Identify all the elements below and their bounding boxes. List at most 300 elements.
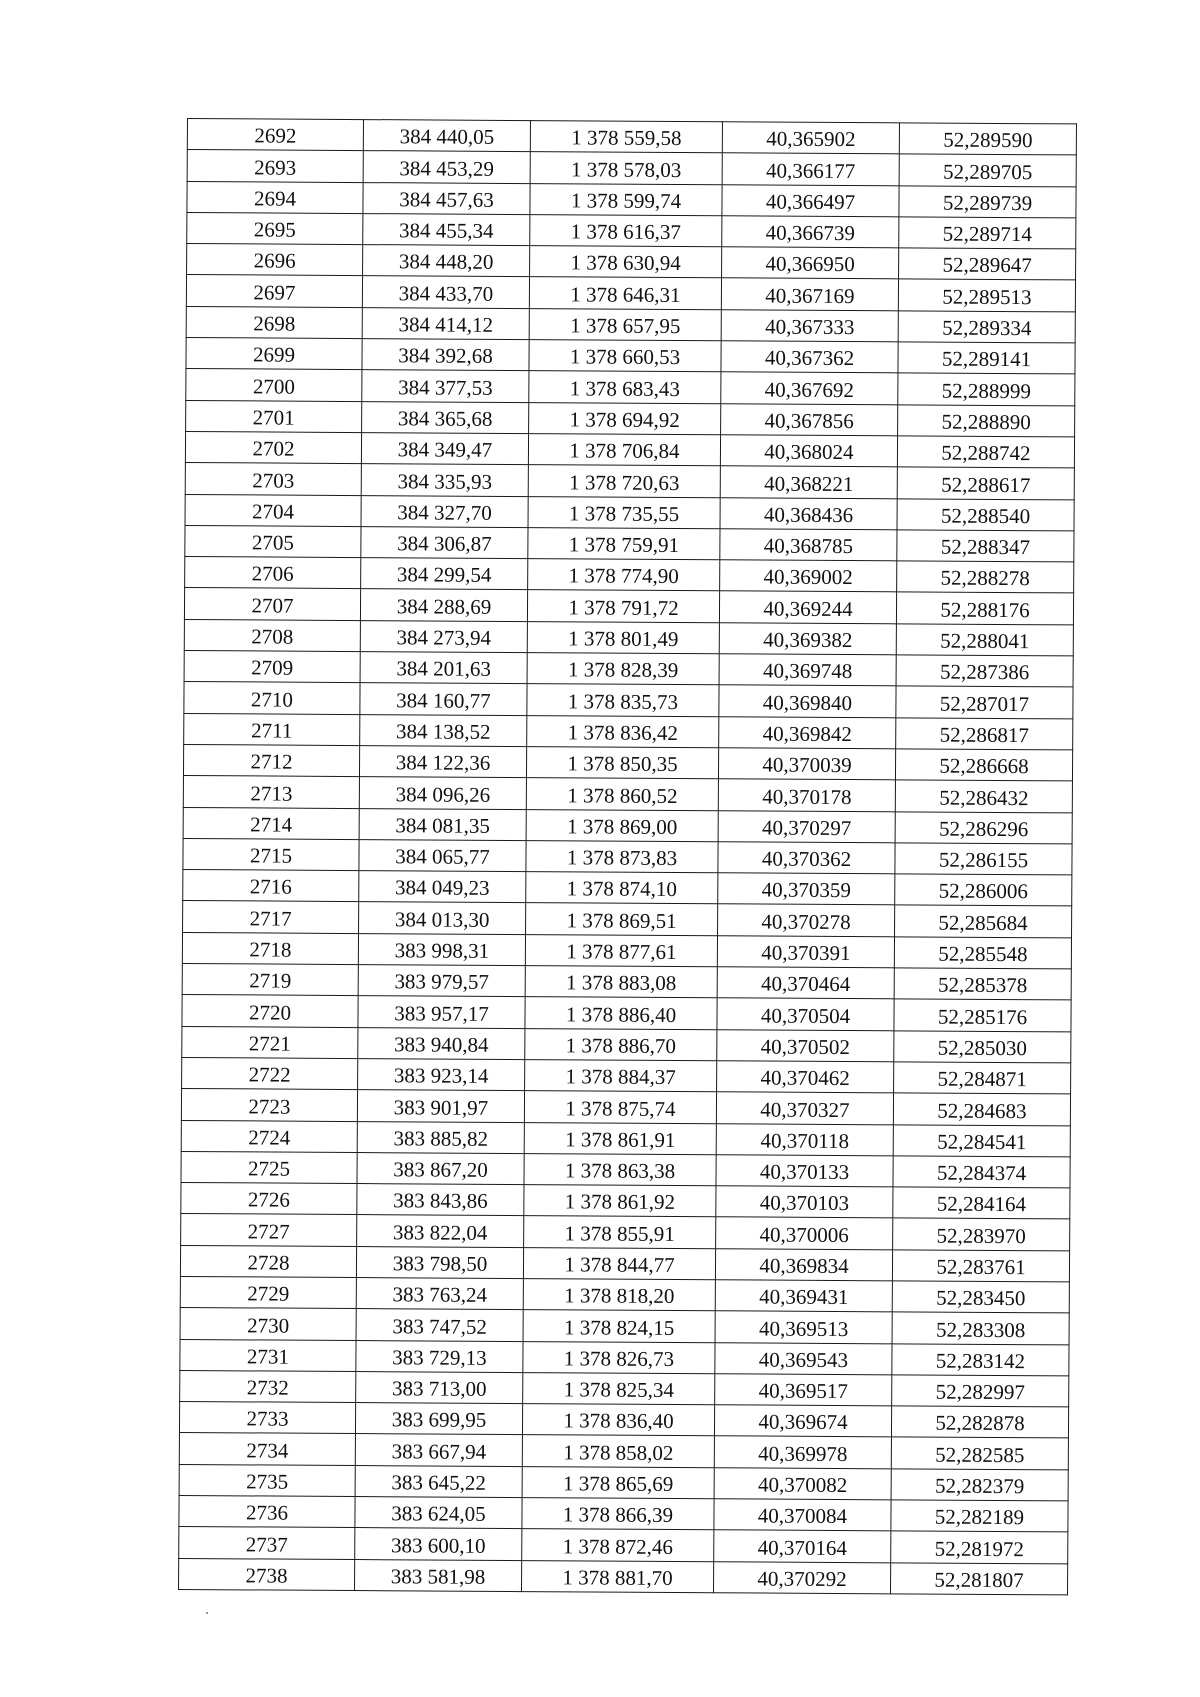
x-coordinate-cell [363,245,530,277]
cell-value: 1 378 863,38 [564,1158,676,1184]
cell-value: 1 378 866,39 [562,1502,674,1528]
x-coordinate-cell [359,746,526,778]
longitude-cell [895,874,1072,906]
point-number-cell [187,181,363,213]
cell-value: 40,370391 [761,940,851,966]
latitude-cell [719,716,896,748]
table-row [179,1558,1068,1595]
cell-value: 1 378 578,03 [570,156,682,182]
longitude-cell [894,1030,1071,1062]
latitude-cell [720,466,897,498]
cell-value: 52,282585 [935,1442,1025,1467]
x-coordinate-cell [360,683,527,715]
x-coordinate-cell [362,307,529,339]
cell-value: 40,369842 [762,721,852,747]
y-coordinate-cell [529,340,721,372]
cell-value: 1 378 861,91 [565,1127,676,1152]
cell-value: 2735 [246,1469,289,1494]
longitude-cell [891,1437,1068,1469]
longitude-cell [890,1562,1067,1594]
cell-value: 2719 [249,968,292,993]
y-coordinate-cell [525,966,717,998]
y-coordinate-cell [523,1310,715,1342]
cell-value: 52,289513 [942,284,1032,309]
y-coordinate-cell [529,371,721,403]
cell-value: 52,284541 [937,1129,1027,1154]
longitude-cell [895,780,1072,812]
latitude-cell [721,341,898,373]
cell-value: 40,369431 [759,1284,849,1310]
x-coordinate-cell [363,120,530,152]
point-number-cell [180,1339,356,1371]
cell-value: 384 414,12 [398,312,494,337]
longitude-cell [898,279,1075,311]
cell-value: 52,282379 [934,1473,1025,1499]
longitude-cell [891,1531,1068,1563]
cell-value: 52,285548 [938,941,1028,967]
cell-value: 40,368436 [763,502,854,527]
y-coordinate-cell [530,246,722,278]
point-number-cell [181,1089,357,1121]
point-number-cell [185,431,361,463]
cell-value: 52,283450 [936,1285,1026,1311]
cell-value: 1 378 865,69 [562,1471,674,1497]
point-number-cell [183,744,359,776]
latitude-cell [718,748,895,780]
cell-value: 40,370502 [760,1034,851,1059]
y-coordinate-cell [523,1372,715,1404]
cell-value: 40,370133 [759,1159,850,1185]
x-coordinate-cell [355,1559,522,1591]
cell-value: 2696 [253,248,296,274]
cell-value: 384 201,63 [396,656,491,682]
cell-value: 52,286155 [938,847,1029,873]
point-number-cell [182,964,358,996]
cell-value: 2714 [250,812,293,837]
latitude-cell [715,1311,892,1343]
point-number-cell [184,619,360,651]
cell-value: 52,289714 [942,221,1033,247]
longitude-cell [892,1375,1069,1407]
cell-value: 40,370103 [759,1190,850,1216]
cell-value: 1 378 825,34 [563,1377,674,1403]
y-coordinate-cell [525,1059,717,1091]
point-number-cell [181,1120,357,1152]
latitude-cell [721,310,898,342]
cell-value: 1 378 694,92 [569,407,680,432]
cell-value: 52,285030 [937,1035,1028,1061]
x-coordinate-cell [361,558,528,590]
y-coordinate-cell [525,934,717,966]
x-coordinate-cell [359,777,526,809]
x-coordinate-cell [359,808,526,840]
latitude-cell [717,1029,894,1061]
y-coordinate-cell [526,809,718,841]
latitude-cell [722,153,899,185]
cell-value: 52,287017 [939,691,1030,716]
cell-value: 52,288742 [941,440,1031,466]
cell-value: 40,369978 [758,1441,848,1466]
cell-value: 2725 [248,1156,291,1181]
y-coordinate-cell [527,653,719,685]
y-coordinate-cell [528,559,720,591]
x-coordinate-cell [355,1497,522,1529]
cell-value: 1 378 836,40 [563,1408,674,1434]
cell-value: 2703 [252,467,295,493]
longitude-cell [899,123,1076,155]
cell-value: 383 923,14 [393,1063,489,1089]
longitude-cell [896,624,1073,656]
cell-value: 384 096,26 [395,781,491,807]
x-coordinate-cell [355,1403,522,1435]
cell-value: 52,288540 [940,503,1031,529]
scan-speck [206,1612,208,1614]
cell-value: 52,288617 [941,472,1031,497]
cell-value: 52,288041 [940,628,1030,654]
y-coordinate-cell [529,277,721,309]
cell-value: 1 378 657,95 [570,313,681,339]
x-coordinate-cell [362,276,529,308]
latitude-cell [716,1217,893,1249]
cell-value: 1 378 861,92 [564,1189,676,1215]
longitude-cell [899,185,1076,217]
cell-value: 40,370464 [761,971,851,997]
cell-value: 40,370039 [762,752,852,778]
cell-value: 2710 [250,687,294,712]
cell-value: 52,289739 [942,190,1033,216]
longitude-cell [899,154,1076,186]
y-coordinate-cell [522,1466,714,1498]
longitude-cell [898,342,1075,374]
latitude-cell [722,184,899,216]
point-number-cell [187,212,363,244]
y-coordinate-cell [524,1216,716,1248]
latitude-cell [716,1123,893,1155]
cell-value: 2726 [247,1187,290,1213]
x-coordinate-cell [358,996,525,1028]
latitude-cell [715,1280,892,1312]
latitude-cell [721,372,898,404]
y-coordinate-cell [526,840,718,872]
point-number-cell [179,1402,355,1434]
latitude-cell [722,216,899,248]
cell-value: 383 699,95 [391,1407,487,1433]
cell-value: 2713 [250,780,293,806]
point-number-cell [183,870,359,902]
x-coordinate-cell [361,526,528,558]
point-number-cell [183,776,359,808]
cell-value: 52,282189 [934,1504,1025,1530]
cell-value: 2716 [249,874,292,900]
latitude-cell [718,904,895,936]
latitude-cell [717,967,894,999]
point-number-cell [186,275,362,307]
point-number-cell [187,244,363,276]
cell-value: 383 763,24 [392,1282,488,1308]
cell-value: 1 378 850,35 [567,751,678,777]
y-coordinate-cell [529,308,721,340]
latitude-cell [718,810,895,842]
cell-value: 1 378 877,61 [566,939,677,965]
longitude-cell [895,749,1072,781]
latitude-cell [722,247,899,279]
cell-value: 40,370278 [761,909,851,934]
cell-value: 384 392,68 [398,343,493,369]
cell-value: 2721 [248,1031,291,1056]
x-coordinate-cell [355,1465,522,1497]
cell-value: 2733 [246,1406,289,1432]
y-coordinate-cell [524,1122,716,1154]
cell-value: 383 822,04 [392,1219,488,1245]
cell-value: 1 378 844,77 [564,1252,675,1277]
x-coordinate-cell [360,620,527,652]
cell-value: 52,286296 [938,816,1029,841]
point-number-cell [187,150,363,182]
cell-value: 1 378 828,39 [567,657,679,683]
latitude-cell [718,873,895,905]
latitude-cell [716,1092,893,1124]
cell-value: 52,282878 [935,1411,1025,1436]
cell-value: 40,368221 [764,471,854,496]
cell-value: 2736 [245,1500,289,1526]
longitude-cell [897,467,1074,499]
x-coordinate-cell [356,1309,523,1341]
cell-value: 2706 [251,561,294,587]
cell-value: 40,366739 [765,220,856,246]
point-number-cell [186,338,362,370]
cell-value: 1 378 884,37 [565,1064,676,1090]
latitude-cell [718,779,895,811]
cell-value: 1 378 875,74 [565,1095,676,1121]
cell-value: 52,286817 [939,722,1029,748]
y-coordinate-cell [523,1247,715,1279]
y-coordinate-cell [526,747,718,779]
cell-value: 1 378 646,31 [570,282,681,307]
y-coordinate-cell [527,684,719,716]
cell-value: 2730 [247,1312,290,1338]
cell-value: 384 299,54 [396,562,492,588]
cell-value: 52,284164 [936,1191,1027,1217]
point-number-cell [183,901,359,933]
cell-value: 1 378 720,63 [569,469,680,495]
cell-value: 40,367169 [765,283,855,308]
cell-value: 40,367856 [764,408,854,434]
cell-value: 1 378 660,53 [569,344,681,370]
longitude-cell [893,1093,1070,1125]
cell-value: 2712 [250,749,293,774]
cell-value: 1 378 706,84 [569,438,680,464]
latitude-cell [717,1061,894,1093]
cell-value: 52,283761 [936,1254,1026,1280]
cell-value: 384 122,36 [395,750,491,776]
cell-value: 2727 [247,1219,290,1244]
cell-value: 52,288890 [941,409,1031,435]
cell-value: 40,370292 [757,1566,847,1592]
x-coordinate-cell [358,933,525,965]
latitude-cell [715,1342,892,1374]
cell-value: 40,370359 [761,877,851,903]
cell-value: 2704 [252,499,295,524]
x-coordinate-cell [357,1090,524,1122]
point-number-cell [181,1151,357,1183]
cell-value: 52,288347 [940,534,1031,560]
cell-value: 52,282997 [935,1379,1025,1405]
longitude-cell [893,1218,1070,1250]
cell-value: 384 377,53 [398,374,493,400]
latitude-cell [715,1248,892,1280]
cell-value: 2693 [254,155,297,180]
cell-value: 384 306,87 [397,531,492,557]
cell-value: 40,366950 [765,252,855,277]
cell-value: 2718 [249,937,292,962]
longitude-cell [894,968,1071,1000]
longitude-cell [892,1343,1069,1375]
cell-value: 2724 [248,1125,291,1150]
longitude-cell [896,655,1073,687]
cell-value: 1 378 818,20 [564,1283,675,1309]
cell-value: 2729 [247,1281,290,1306]
point-number-cell [185,463,361,495]
cell-value: 384 288,69 [396,594,492,619]
longitude-cell [891,1500,1068,1532]
point-number-cell [180,1308,356,1340]
cell-value: 40,369513 [758,1316,849,1341]
cell-value: 2738 [245,1563,288,1588]
cell-value: 383 843,86 [393,1188,488,1214]
cell-value: 2722 [248,1062,291,1087]
longitude-cell [892,1250,1069,1282]
longitude-cell [898,373,1075,405]
cell-value: 1 378 599,74 [570,188,682,213]
cell-value: 2737 [245,1532,288,1557]
y-coordinate-cell [522,1560,714,1592]
latitude-cell [716,1186,893,1218]
cell-value: 1 378 630,94 [570,250,681,276]
cell-value: 1 378 883,08 [566,970,677,996]
cell-value: 1 378 791,72 [568,595,679,620]
cell-value: 384 440,05 [399,124,495,150]
y-coordinate-cell [528,434,720,466]
cell-value: 2731 [246,1344,290,1369]
cell-value: 383 624,05 [391,1501,486,1527]
y-coordinate-cell [530,214,722,246]
longitude-cell [896,592,1073,624]
y-coordinate-cell [524,1091,716,1123]
cell-value: 40,366177 [765,158,856,183]
cell-value: 384 013,30 [394,907,490,932]
longitude-cell [895,905,1072,937]
cell-value: 384 273,94 [396,625,492,650]
cell-value: 2692 [254,123,297,148]
cell-value: 40,368785 [763,533,854,559]
latitude-cell [714,1405,891,1437]
point-number-cell [185,494,361,526]
cell-value: 52,281972 [934,1536,1024,1561]
cell-value: 52,289334 [942,315,1032,341]
cell-value: 40,369834 [759,1253,849,1279]
cell-value: 40,370118 [760,1128,850,1153]
cell-value: 52,289141 [941,346,1032,372]
cell-value: 40,370362 [761,846,852,872]
cell-value: 384 455,34 [398,218,494,244]
point-number-cell [182,932,358,964]
cell-value: 52,286668 [939,753,1029,779]
cell-value: 40,370504 [760,1003,851,1028]
cell-value: 40,370297 [761,815,852,840]
cell-value: 383 713,00 [391,1376,487,1402]
x-coordinate-cell [356,1246,523,1278]
cell-value: 383 957,17 [394,1000,489,1026]
cell-value: 40,369382 [763,627,853,653]
point-number-cell [184,651,360,683]
latitude-cell [718,842,895,874]
cell-value: 40,368024 [764,439,854,465]
point-number-cell [184,682,360,714]
cell-value: 384 160,77 [396,687,491,713]
latitude-cell [715,1374,892,1406]
cell-value: 383 998,31 [394,938,490,963]
longitude-cell [897,530,1074,562]
point-number-cell [179,1464,355,1496]
y-coordinate-cell [528,527,720,559]
latitude-cell [714,1436,891,1468]
cell-value: 40,370178 [762,784,852,809]
cell-value: 52,281807 [934,1567,1024,1593]
point-number-cell [183,807,359,839]
cell-value: 383 885,82 [393,1126,489,1151]
latitude-cell [721,403,898,435]
y-coordinate-cell [526,778,718,810]
cell-value: 2697 [253,280,296,305]
cell-value: 40,369002 [763,564,853,590]
point-number-cell [184,713,360,745]
cell-value: 52,285684 [938,910,1028,935]
cell-value: 40,370084 [757,1503,848,1529]
latitude-cell [716,1155,893,1187]
cell-value: 384 081,35 [395,813,491,838]
x-coordinate-cell [355,1434,522,1466]
cell-value: 52,289590 [943,127,1033,153]
point-number-cell [179,1496,355,1528]
cell-value: 2694 [253,186,297,211]
y-coordinate-cell [522,1498,714,1530]
cell-value: 1 378 881,70 [562,1565,673,1590]
point-number-cell [184,588,360,620]
y-coordinate-cell [525,997,717,1029]
cell-value: 52,284374 [936,1160,1027,1186]
point-number-cell [181,1214,357,1246]
longitude-cell [893,1156,1070,1188]
y-coordinate-cell [522,1435,714,1467]
y-coordinate-cell [527,590,719,622]
latitude-cell [720,497,897,529]
y-coordinate-cell [528,465,720,497]
cell-value: 1 378 835,73 [567,688,679,714]
cell-value: 2715 [249,843,293,868]
longitude-cell [897,498,1074,530]
x-coordinate-cell [355,1528,522,1560]
point-number-cell [182,995,358,1027]
x-coordinate-cell [362,401,529,433]
x-coordinate-cell [358,1027,525,1059]
cell-value: 40,367362 [764,345,855,371]
cell-value: 40,365902 [766,126,856,152]
cell-value: 384 065,77 [395,844,490,869]
latitude-cell [719,654,896,686]
cell-value: 40,370327 [760,1097,850,1122]
x-coordinate-cell [358,965,525,997]
cell-value: 1 378 855,91 [564,1221,675,1246]
